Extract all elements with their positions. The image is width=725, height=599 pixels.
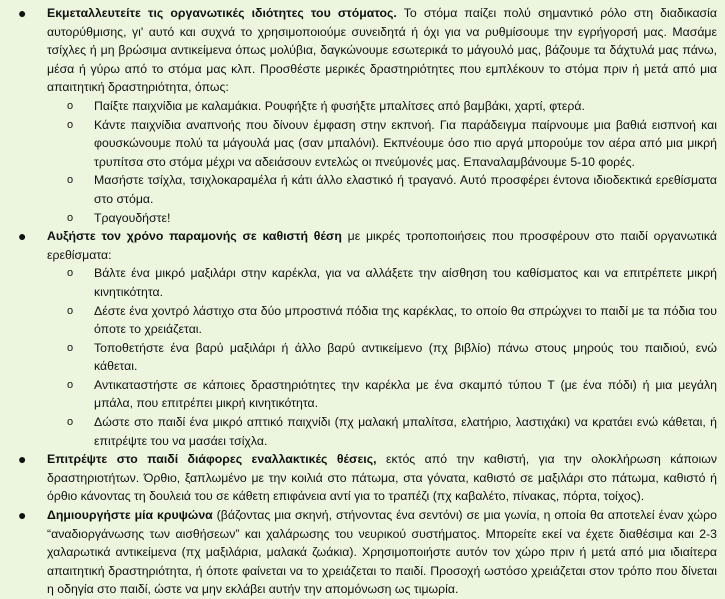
list-item <box>0 4 725 97</box>
item-heading: Επιτρέψτε στο παιδί διάφορες εναλλακτικές θέσεις, <box>47 452 377 467</box>
item-heading: Δημιουργήστε μία κρυψώνα <box>47 508 213 523</box>
list-item <box>0 506 725 599</box>
circle-bullet-icon: o <box>67 99 74 112</box>
circle-bullet-icon: o <box>67 174 74 187</box>
item-heading: Αυξήστε τον χρόνο παραμονής σε καθιστή θέση <box>47 229 342 244</box>
item-text: εκτός από την καθιστή, για την ολοκλήρωση κάποιων δραστηριοτήτων. Όρθιο, ξαπλωμένο με την κοιλιά στο πάτωμα, στα γόνατα, καθιστό σε μαξιλάρι στο πάτωμα, καθιστό ή όρθιο κάνοντας τη δουλειά του σε κάθετη επιφάνεια αντί για το τραπέζι (πχ καβαλέτο, πίνακας, πόρτα, τοίχος). <box>47 452 717 504</box>
circle-bullet-icon: o <box>67 378 74 391</box>
item-heading: Εκμεταλλευτείτε τις οργανωτικές ιδιότητες του στόματος. <box>47 6 397 20</box>
sub-list-item: o Κάντε παιχνίδια αναπνοής που δίνουν έμφαση στην εκπνοή. Για παράδειγμα παίρνουμε μια βαθιά εισπνοή και φουσκώνουμε πολύ τα μάγουλά μας (σαν μπαλόνι). Εκπνέουμε όσο πιο αργά μπορούμε τον αέρα από μια μικρή τρυπίτσα στο στόμα μέχρι να αδειάσουν εντελώς οι πνεύμονές μας. Επαναλαμβάνουμε 5-10 φορές. <box>67 117 717 169</box>
sub-list-item: o Δέστε ένα χοντρό λάστιχο στα δύο μπροστινά πόδια της καρέκλας, το οποίο θα σπρώχνει το παιδί με τα πόδια του όποτε το χρειάζεται. <box>67 303 717 337</box>
sub-list-item: o Μασήστε τσίχλα, τσιχλοκαραμέλα ή κάτι άλλο ελαστικό ή τραγανό. Αυτό προσφέρει έντονα ιδιοδεκτικά ερεθίσματα στο στόμα. <box>67 173 717 206</box>
item-text: (βάζοντας μια σκηνή, στήνοντας ένα σεντόνι) σε μια γωνία, η οποία θα αποτελεί έναν χώρο “αναδιοργάνωσης των αισθήσεων” και χαλάρωσης του νευρικού συστήματος. Μπορείτε εκεί να έχετε διαθέσιμα και 2-3 χαλαρωτικά αντικείμενα (πχ μαξιλάρια, μαλακά ζωάκια). Χρησιμοποιήστε αυτόν τον χώρο πριν ή μετά από μια ιδιαίτερα απαιτητική δραστηριότητα, ή όποτε φαίνεται να το χρειάζεται το παιδί. Προσοχή ωστόσο χρειάζεται στον τρόπο που δίνεται η οδηγία στο παιδί, ώστε να μην εκλάβει αυτήν την απομόνωση ως τιμωρία. <box>47 508 717 597</box>
sub-list-item: o Παίξτε παιχνίδια με καλαμάκια. Ρουφήξτε ή φυσήξτε μπαλίτσες από βαμβάκι, χαρτί, φτερά. <box>0 97 725 116</box>
list-item <box>0 227 725 264</box>
bullet-icon: ● <box>18 451 27 468</box>
sub-list-item: o Αντικαταστήστε σε κάποιες δραστηριότητες την καρέκλα με ένα σκαμπό τύπου Τ (με ένα πόδι) ή μια μεγάλη μπάλα, που επιτρέπει μικρή κινητικότητα. <box>67 377 717 411</box>
circle-bullet-icon: o <box>67 341 74 354</box>
circle-bullet-icon: o <box>67 416 74 429</box>
sub-list-item: o Τραγουδήστε! <box>0 209 725 228</box>
bullet-icon: ● <box>18 228 27 245</box>
bullet-icon: ● <box>18 5 27 21</box>
item-text: Το στόμα παίζει πολύ σημαντικό ρόλο στη διαδικασία αυτορύθμισης, γι' αυτό και συχνά το χρησιμοποιούμε συνειδητά ή όχι για να ρυθμίσουμε την εγρήγορσή μας. Μασάμε τσίχλες ή μη βρώσιμα αντικείμενα όπως μολύβια, δαγκώνουμε εσωτερικά το μάγουλό μας, βάζουμε τα δάχτυλά μας πάνω, μέσα ή γύρω από το στόμα μας κλπ. Προσθέστε μερικές δραστηριότητες που εμπλέκουν το στόμα πριν ή μετά από μια απαιτητική δραστηριότητα, όπως: <box>47 6 717 95</box>
item-text: με μικρές τροποποιήσεις που προσφέρουν στο παιδί οργανωτικά ερεθίσματα: <box>47 229 718 262</box>
sub-list-item: o Δώστε στο παιδί ένα μικρό απτικό παιχνίδι (πχ μαλακή μπαλίτσα, ελατήριο, λαστιχάκι) να κρατάει ενώ κάθεται, ή επιτρέψτε του να μασάει τσίχλα. <box>67 415 717 448</box>
bullet-icon: ● <box>18 507 27 524</box>
list-item <box>0 450 725 506</box>
sub-list-item: o Βάλτε ένα μικρό μαξιλάρι στην καρέκλα, για να αλλάξετε την αίσθηση του καθίσματος και να επιτρέπετε μικρή κινητικότητα. <box>67 266 717 299</box>
sub-list-item: o Τοποθετήστε ένα βαρύ μαξιλάρι ή άλλο βαρύ αντικείμενο (πχ βιβλίο) πάνω στους μηρούς του παιδιού, ενώ κάθεται. <box>67 340 717 374</box>
circle-bullet-icon: o <box>67 118 74 131</box>
circle-bullet-icon: o <box>67 211 74 224</box>
circle-bullet-icon: o <box>67 267 74 280</box>
circle-bullet-icon: o <box>67 304 74 317</box>
